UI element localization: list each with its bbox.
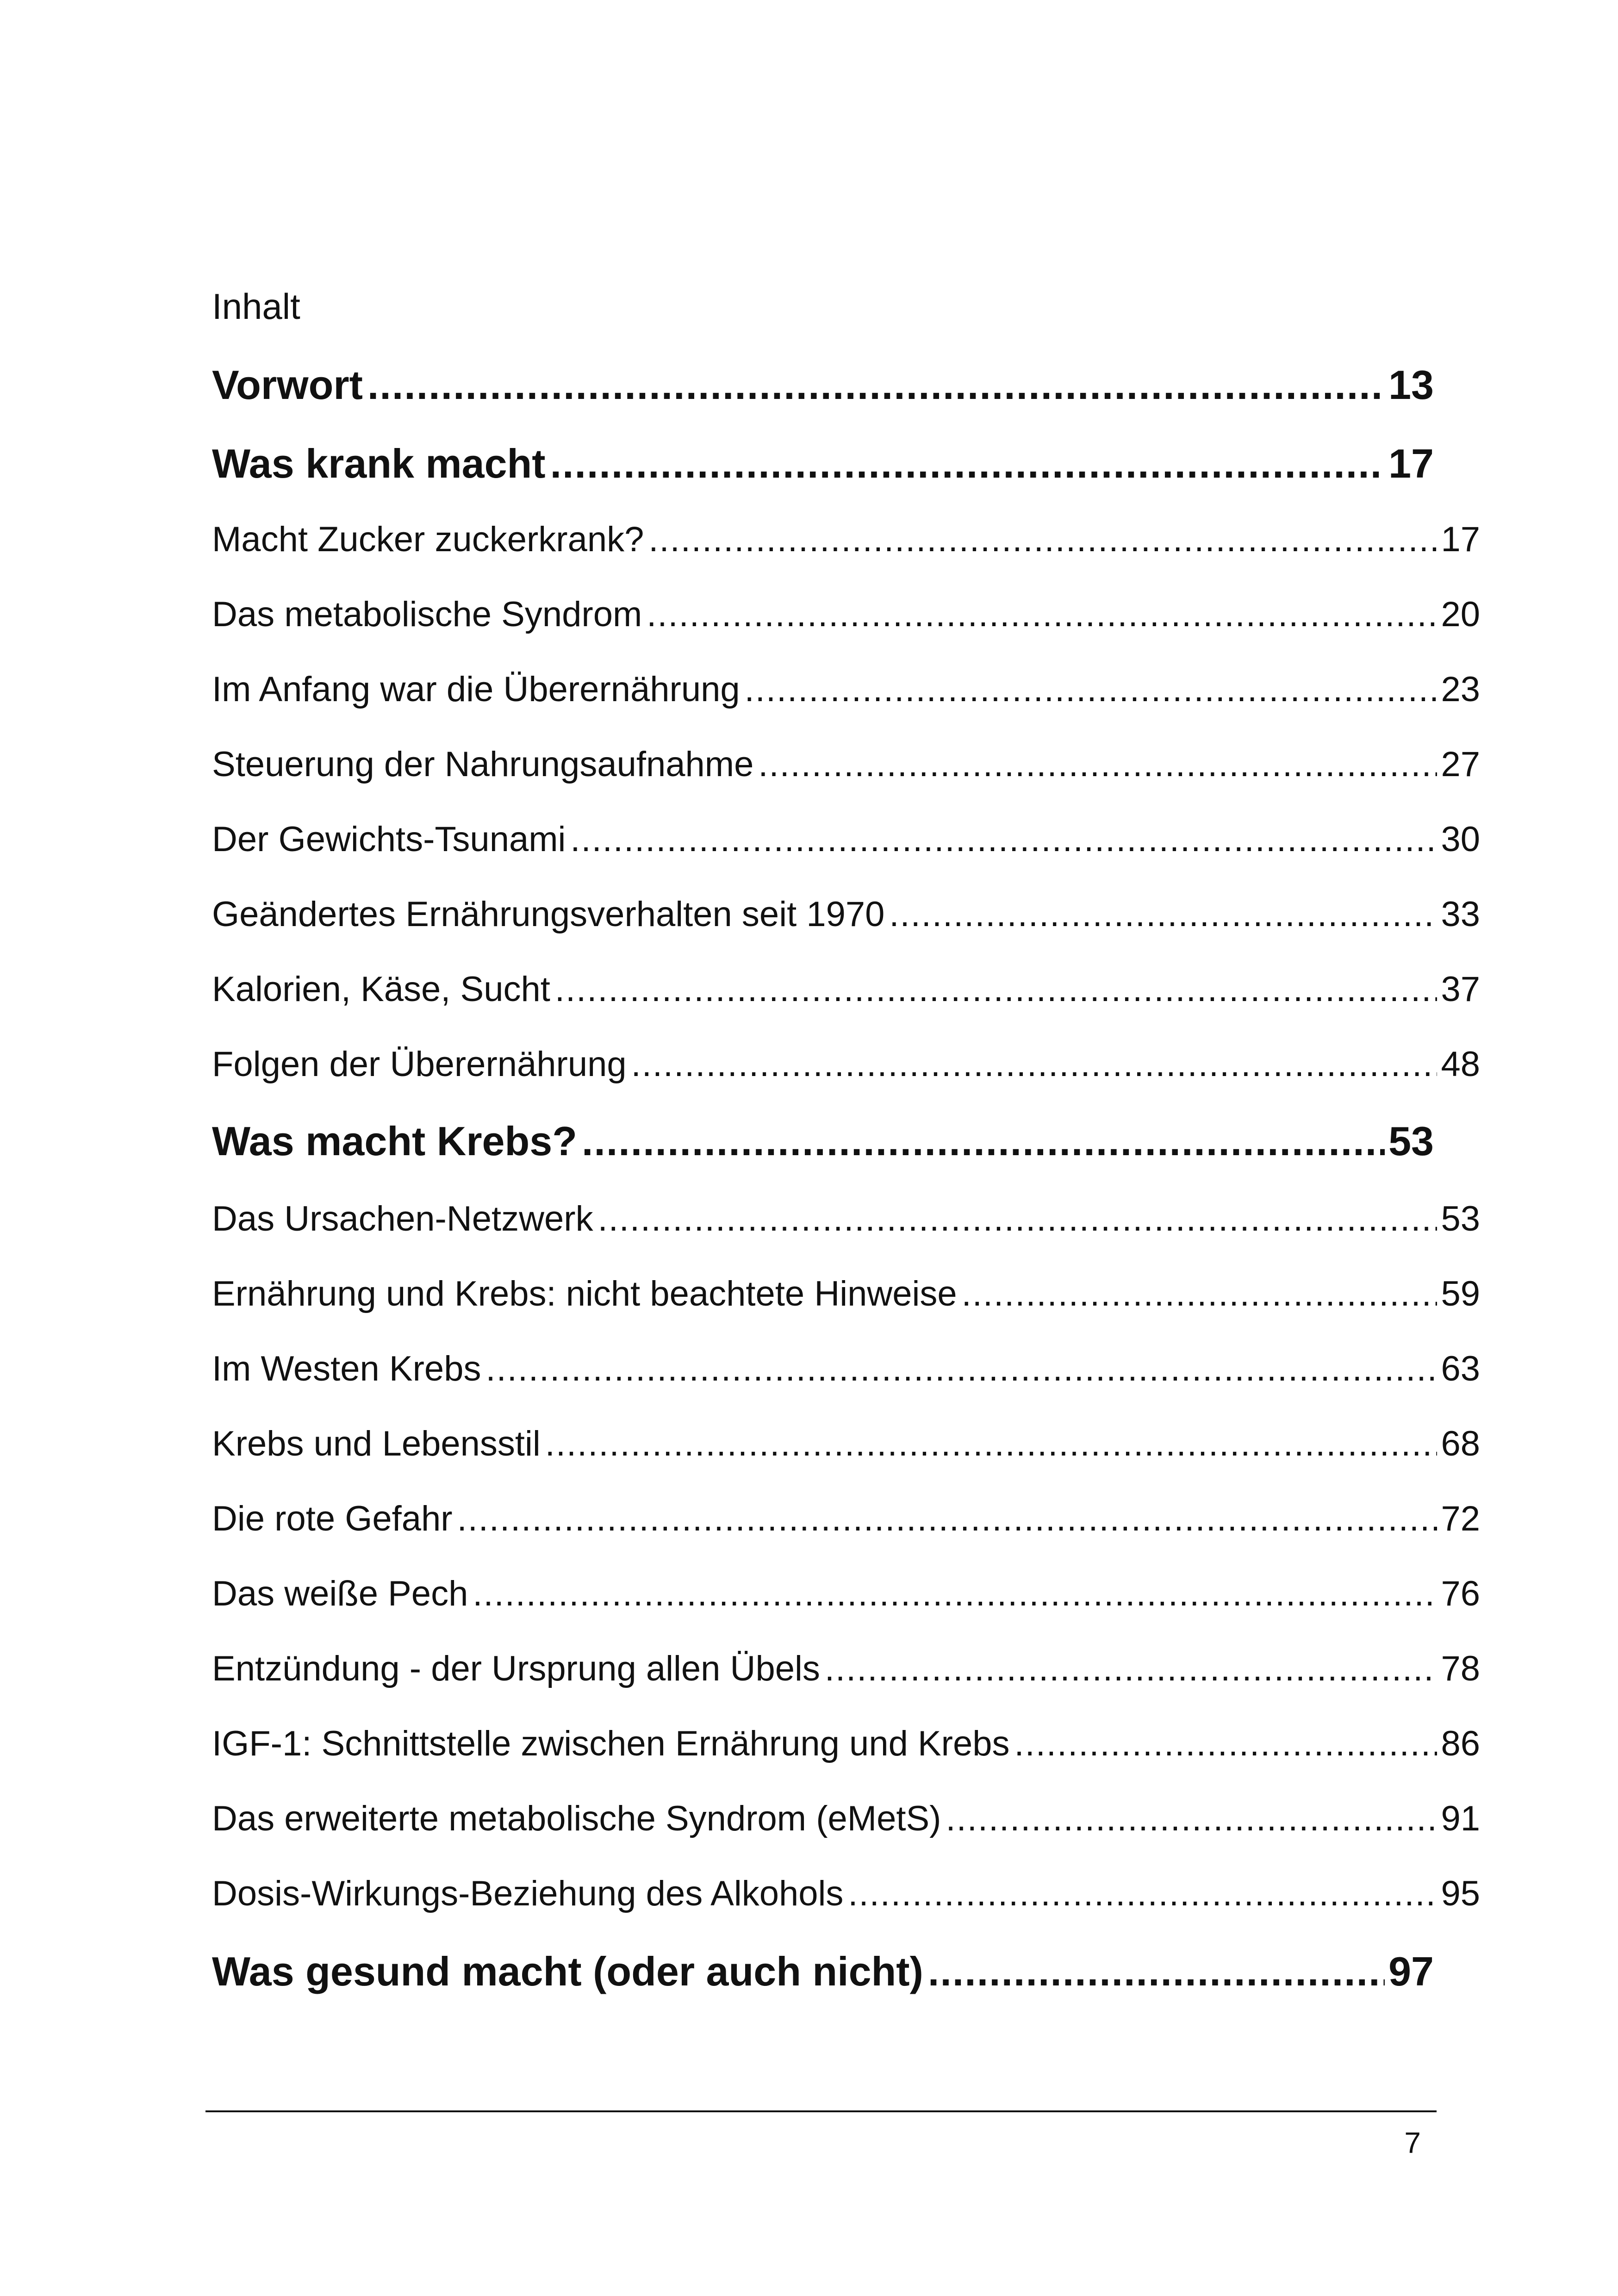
toc-leader-dots [570, 814, 1437, 865]
toc-entry-label: Das weiße Pech [212, 1574, 468, 1613]
toc-entry-kalorien-kaese-sucht[interactable] [212, 964, 1480, 1015]
toc-leader-dots [485, 1344, 1437, 1394]
toc-entry-page: 17 [1388, 441, 1434, 486]
toc-entry-page: 33 [1441, 895, 1480, 934]
toc-entry-igf-1[interactable] [212, 1718, 1480, 1769]
toc-entry-label: Was krank macht [212, 441, 546, 486]
toc-entry-entzuendung[interactable] [212, 1643, 1480, 1694]
toc-entry-page: 53 [1441, 1199, 1480, 1238]
toc-entry-der-gewichts-tsunami[interactable] [212, 814, 1480, 865]
toc-entry-was-macht-krebs[interactable] [212, 1116, 1434, 1167]
toc-leader-dots [648, 514, 1437, 565]
toc-leader-dots [631, 1039, 1438, 1090]
toc-entry-label: Das Ursachen-Netzwerk [212, 1199, 593, 1238]
toc-leader-dots [946, 1793, 1437, 1844]
toc-entry-macht-zucker-zuckerkrank[interactable] [212, 514, 1480, 565]
toc-leader-dots [1014, 1718, 1438, 1769]
toc-entry-label: Vorwort [212, 362, 363, 408]
toc-entry-was-krank-macht[interactable] [212, 438, 1434, 489]
toc-entry-label: Krebs und Lebensstil [212, 1424, 541, 1463]
toc-entry-die-rote-gefahr[interactable] [212, 1493, 1480, 1544]
toc-leader-dots [457, 1493, 1438, 1544]
toc-leader-dots [889, 889, 1437, 940]
toc-leader-dots [825, 1643, 1438, 1694]
toc-entry-ernaehrung-und-krebs[interactable] [212, 1269, 1480, 1319]
toc-entry-das-ursachen-netzwerk[interactable] [212, 1194, 1480, 1244]
toc-leader-dots [598, 1194, 1438, 1244]
toc-entry-page: 86 [1441, 1724, 1480, 1763]
toc-leader-dots [473, 1568, 1437, 1619]
toc-leader-dots [758, 739, 1437, 790]
toc-entry-label: Im Westen Krebs [212, 1349, 481, 1388]
toc-entry-label: IGF-1: Schnittstelle zwischen Ernährung und Krebs [212, 1724, 1010, 1763]
toc-entry-page: 48 [1441, 1045, 1480, 1084]
toc-entry-page: 59 [1441, 1274, 1480, 1313]
toc-entry-page: 37 [1441, 970, 1480, 1009]
toc-entry-erweitertes-metabolisches-syndrom[interactable] [212, 1793, 1480, 1844]
page-title: Inhalt [212, 286, 300, 327]
toc-entry-page: 13 [1388, 362, 1434, 408]
toc-entry-im-westen-krebs[interactable] [212, 1344, 1480, 1394]
toc-leader-dots [848, 1868, 1437, 1919]
toc-entry-label: Steuerung der Nahrungsaufnahme [212, 745, 754, 784]
toc-entry-page: 76 [1441, 1574, 1480, 1613]
toc-entry-folgen-der-ueberernaehrung[interactable] [212, 1039, 1480, 1090]
toc-leader-dots [550, 438, 1385, 489]
toc-leader-dots [745, 664, 1438, 715]
toc-entry-das-metabolische-syndrom[interactable] [212, 589, 1480, 640]
toc-entry-page: 27 [1441, 745, 1480, 784]
toc-entry-page: 63 [1441, 1349, 1480, 1388]
toc-entry-label: Dosis-Wirkungs-Beziehung des Alkohols [212, 1874, 844, 1913]
toc-entry-page: 17 [1441, 520, 1480, 559]
toc-entry-im-anfang-war-die-ueberernaehrung[interactable] [212, 664, 1480, 715]
toc-entry-label: Folgen der Überernährung [212, 1045, 627, 1084]
toc-entry-page: 30 [1441, 820, 1480, 859]
toc-entry-steuerung-der-nahrungsaufnahme[interactable] [212, 739, 1480, 790]
toc-entry-page: 53 [1388, 1118, 1434, 1164]
toc-entry-label: Das metabolische Syndrom [212, 595, 642, 634]
toc-entry-geaendertes-ernaehrungsverhalten[interactable] [212, 889, 1480, 940]
toc-entry-label: Was gesund macht (oder auch nicht) [212, 1948, 923, 1994]
toc-entry-label: Entzündung - der Ursprung allen Übels [212, 1649, 820, 1688]
toc-leader-dots [647, 589, 1437, 640]
page-number: 7 [1404, 2126, 1421, 2159]
toc-entry-krebs-und-lebensstil[interactable] [212, 1419, 1480, 1469]
toc-leader-dots [962, 1269, 1438, 1319]
toc-entry-page: 91 [1441, 1799, 1480, 1838]
toc-entry-page: 68 [1441, 1424, 1480, 1463]
toc-entry-label: Der Gewichts-Tsunami [212, 820, 566, 859]
toc-entry-was-gesund-macht[interactable] [212, 1946, 1434, 1997]
toc-entry-dosis-wirkungs-beziehung[interactable] [212, 1868, 1480, 1919]
footer-divider [205, 2110, 1437, 2112]
toc-entry-label: Ernährung und Krebs: nicht beachtete Hinweise [212, 1274, 957, 1313]
toc-entry-vorwort[interactable] [212, 360, 1434, 411]
toc-entry-das-weisse-pech[interactable] [212, 1568, 1480, 1619]
toc-entry-label: Was macht Krebs? [212, 1118, 577, 1164]
toc-leader-dots [545, 1419, 1438, 1469]
toc-entry-page: 97 [1388, 1948, 1434, 1994]
toc-leader-dots [367, 360, 1385, 411]
toc-entry-label: Im Anfang war die Überernährung [212, 670, 740, 709]
toc-leader-dots [555, 964, 1438, 1015]
toc-leader-dots [582, 1116, 1385, 1167]
toc-entry-label: Die rote Gefahr [212, 1499, 453, 1538]
toc-entry-page: 78 [1441, 1649, 1480, 1688]
toc-leader-dots [928, 1946, 1385, 1997]
toc-entry-page: 23 [1441, 670, 1480, 709]
toc-entry-page: 72 [1441, 1499, 1480, 1538]
toc-entry-page: 95 [1441, 1874, 1480, 1913]
toc-entry-page: 20 [1441, 595, 1480, 634]
toc-entry-label: Macht Zucker zuckerkrank? [212, 520, 644, 559]
toc-entry-label: Kalorien, Käse, Sucht [212, 970, 550, 1009]
toc-entry-label: Das erweiterte metabolische Syndrom (eMetS) [212, 1799, 941, 1838]
toc-entry-label: Geändertes Ernährungsverhalten seit 1970 [212, 895, 885, 934]
